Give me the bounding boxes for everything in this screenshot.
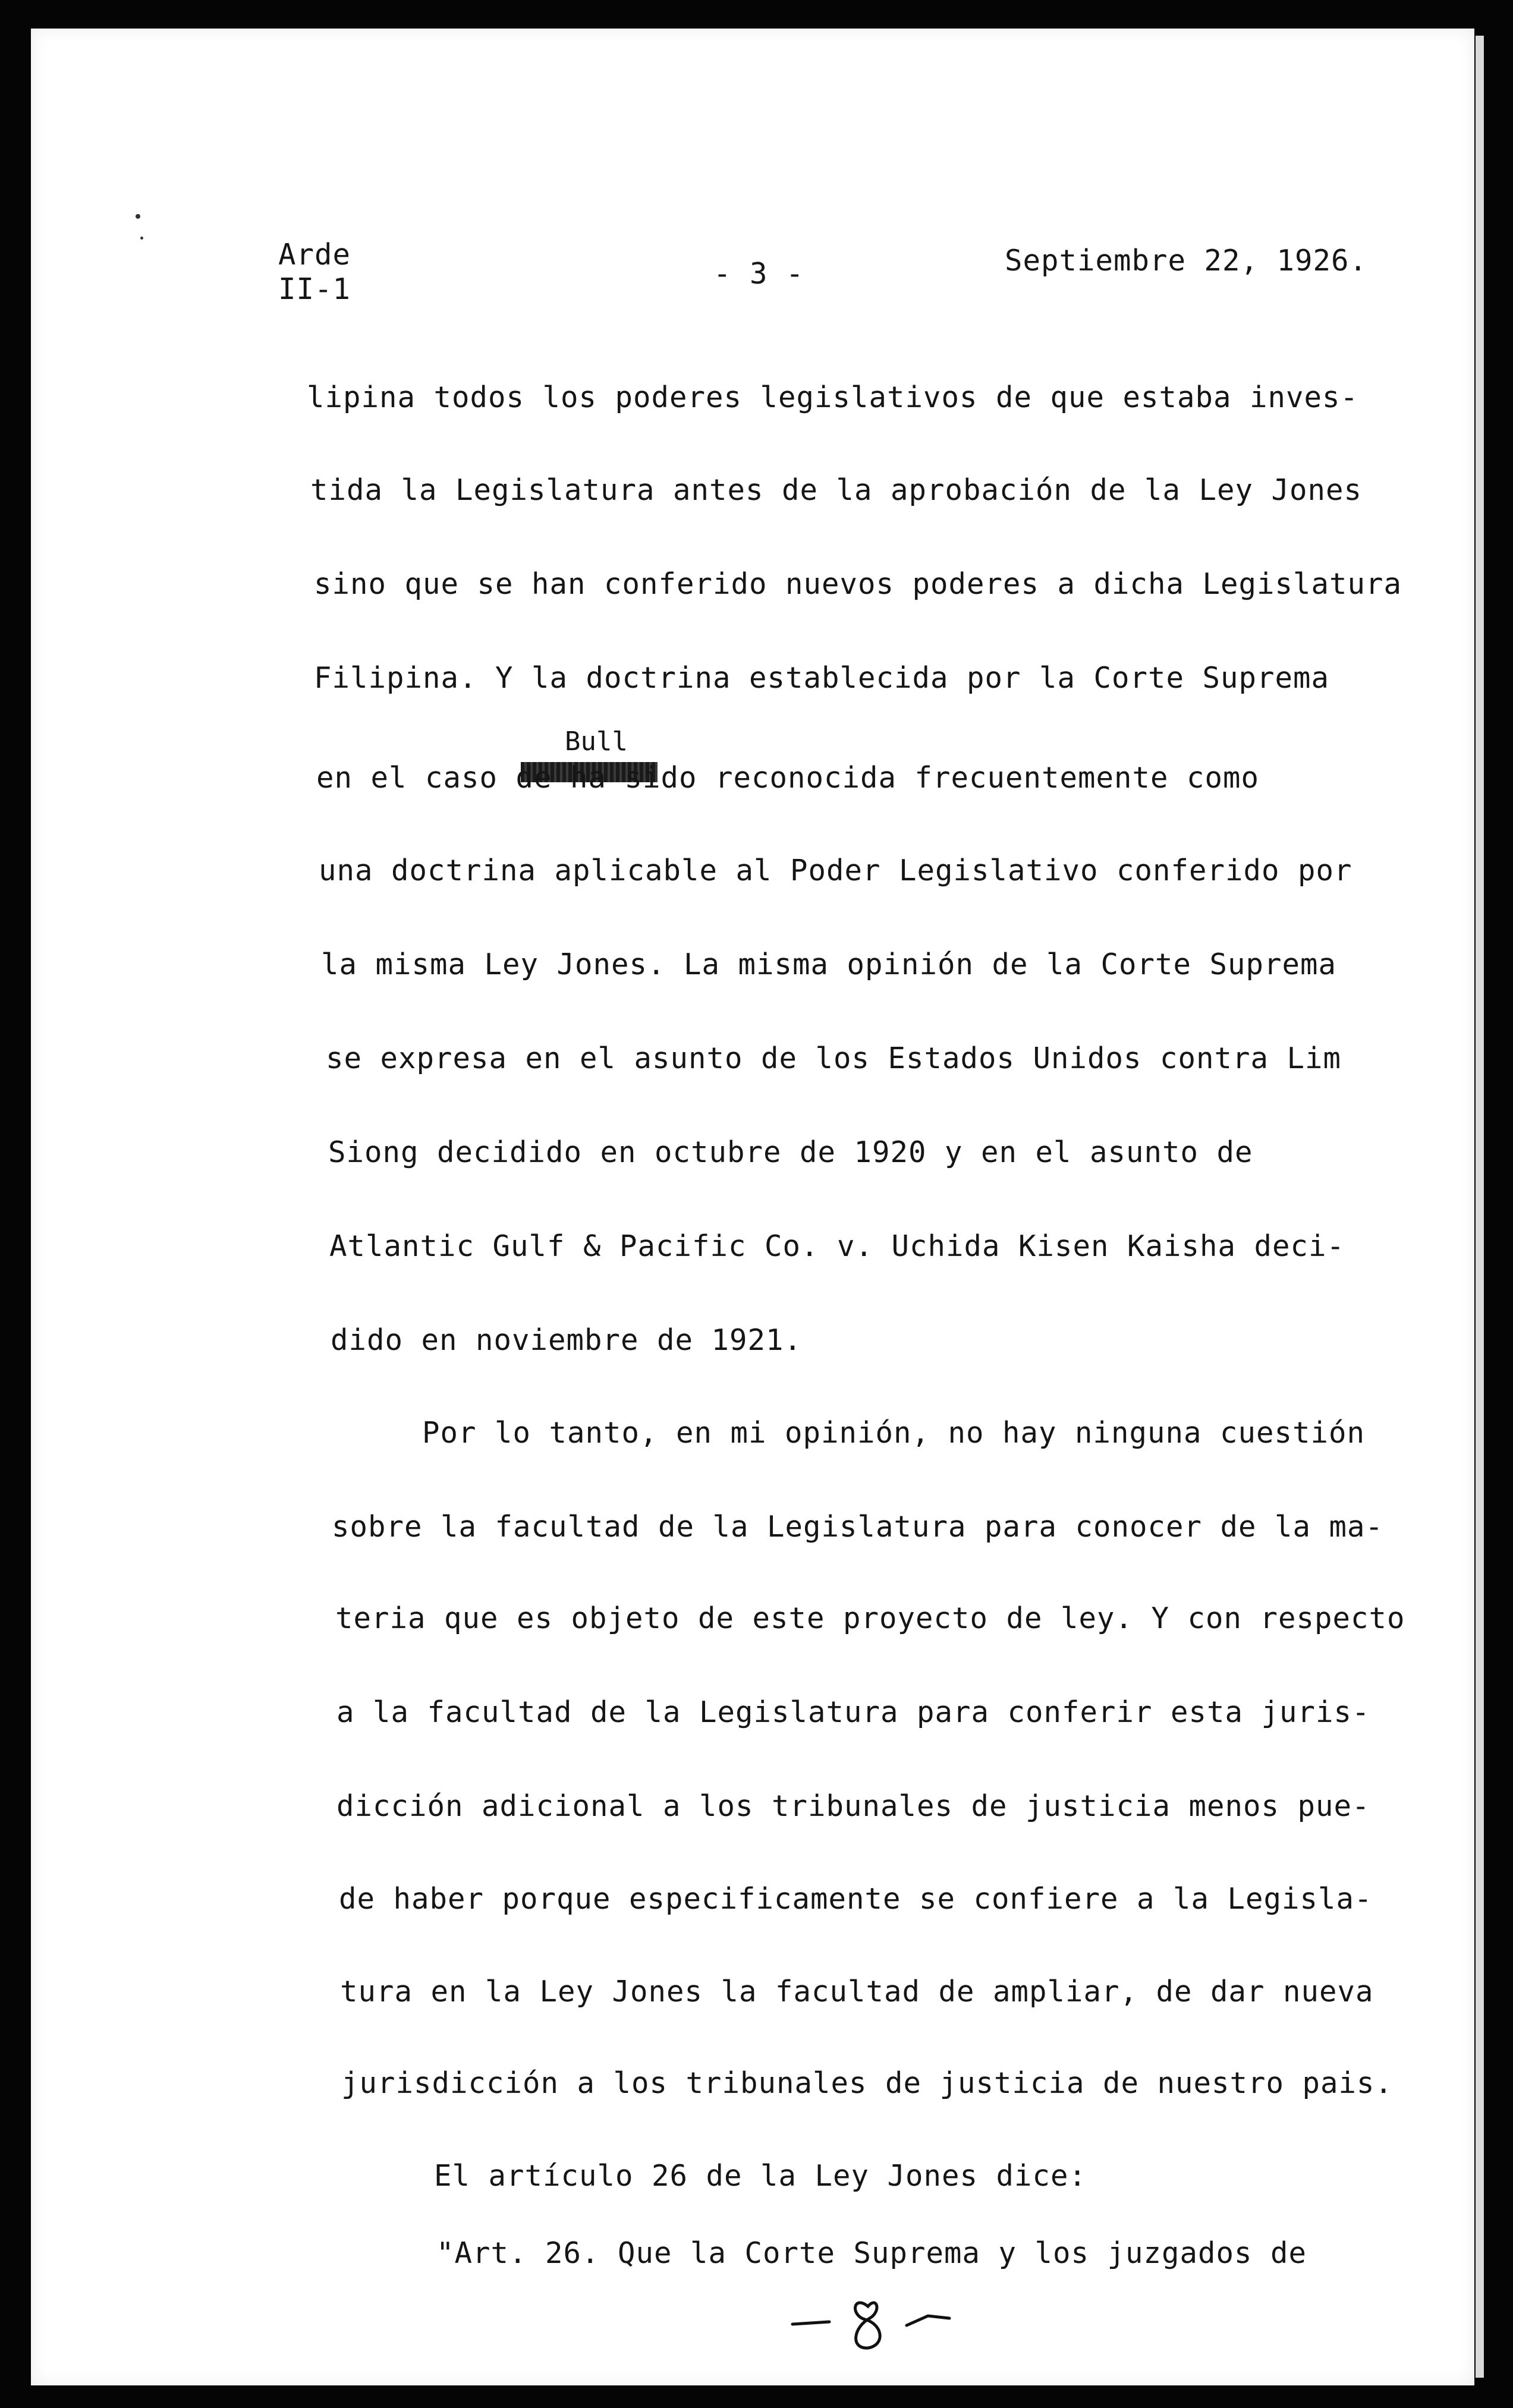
- body-line: Atlantic Gulf & Pacific Co. v. Uchida Kisen Kaisha deci-: [329, 1229, 1345, 1263]
- body-line: Siong decidido en octubre de 1920 y en el asunto de: [328, 1135, 1253, 1169]
- body-line: en el caso de ha sido reconocida frecuentemente como: [316, 761, 1260, 795]
- body-line: Filipina. Y la doctrina establecida por la Corte Suprema: [314, 661, 1330, 695]
- page-edge-shadow: [1476, 36, 1484, 2378]
- document-date: Septiembre 22, 1926.: [1005, 244, 1368, 278]
- body-line: El artículo 26 de la Ley Jones dice:: [434, 2159, 1087, 2193]
- handwritten-page-mark: [788, 2283, 960, 2354]
- reference-line-1: Arde: [278, 238, 351, 272]
- body-line: de haber porque especificamente se confiere a la Legisla-: [339, 1882, 1373, 1916]
- body-line: "Art. 26. Que la Corte Suprema y los juzgados de: [436, 2236, 1307, 2270]
- reference-code: [278, 238, 351, 307]
- speck-mark: [140, 237, 143, 240]
- body-line: sobre la facultad de la Legislatura para conocer de la ma-: [332, 1510, 1384, 1544]
- body-line: se expresa en el asunto de los Estados Unidos contra Lim: [326, 1041, 1342, 1075]
- inserted-correction: Bull: [565, 726, 628, 757]
- page-number: - 3 -: [713, 257, 804, 291]
- body-line: la misma Ley Jones. La misma opinión de la Corte Suprema: [321, 948, 1337, 981]
- body-line: lipina todos los poderes legislativos de que estaba inves-: [307, 380, 1359, 414]
- reference-line-2: II-1: [278, 272, 351, 306]
- body-line: tura en la Ley Jones la facultad de ampliar, de dar nueva: [340, 1975, 1374, 2009]
- body-line: teria que es objeto de este proyecto de ley. Y con respecto: [335, 1601, 1405, 1635]
- body-line: tida la Legislatura antes de la aprobación de la Ley Jones: [310, 473, 1363, 507]
- body-line: dido en noviembre de 1921.: [331, 1323, 803, 1357]
- body-line: jurisdicción a los tribunales de justicia de nuestro pais.: [341, 2066, 1394, 2100]
- body-line: una doctrina aplicable al Poder Legislativo conferido por: [319, 854, 1352, 887]
- body-line: a la facultad de la Legislatura para conferir esta juris-: [336, 1695, 1370, 1729]
- body-line: dicción adicional a los tribunales de justicia menos pue-: [336, 1789, 1370, 1823]
- body-line: Por lo tanto, en mi opinión, no hay ninguna cuestión: [422, 1416, 1366, 1450]
- body-line: sino que se han conferido nuevos poderes a dicha Legislatura: [314, 567, 1402, 601]
- speck-mark: [136, 214, 140, 219]
